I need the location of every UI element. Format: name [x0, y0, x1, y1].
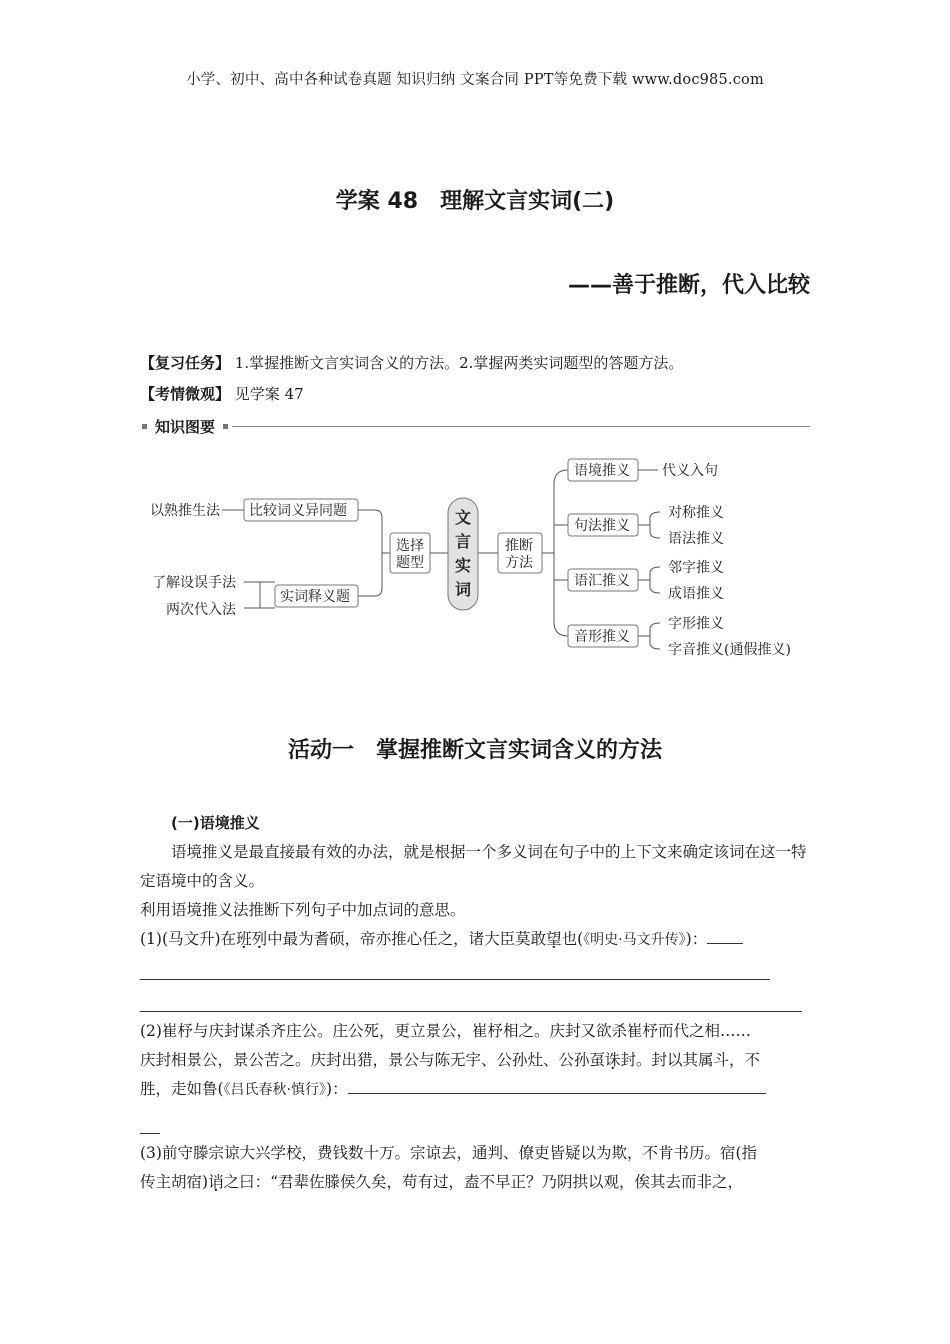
exam-overview-tag: 【考情微观】 — [140, 385, 231, 403]
center-char: 词 — [454, 580, 472, 599]
exam-overview-text: 见学案 47 — [234, 385, 304, 403]
box-label: 音形推义 — [574, 629, 630, 645]
center-char: 文 — [454, 508, 472, 527]
section-rule — [232, 426, 810, 427]
q1-text: 也( — [561, 930, 584, 948]
box-label: 实词释义题 — [280, 589, 350, 605]
q2-source: 《吕氏春秋·慎行》 — [223, 1082, 327, 1098]
leaf-text: 字形推义 — [668, 616, 724, 632]
leaf-text: 以熟推生法 — [150, 503, 220, 519]
section-heading — [140, 809, 810, 838]
leaf-text: 字音推义(通假推义) — [668, 642, 791, 658]
box-label: 推断 — [505, 538, 533, 554]
q1-text: )： — [685, 930, 708, 948]
dotted-word: 诛 — [605, 1051, 621, 1069]
review-task — [140, 352, 683, 373]
question-2 — [140, 1017, 810, 1105]
box-label: 方法 — [505, 555, 533, 571]
leaf-text: 两次代入法 — [166, 602, 236, 618]
q2-text: )： — [326, 1080, 348, 1098]
page-title: 学案 48 理解文言实词(二) — [335, 189, 615, 214]
intro-paragraph: 语境推义是最直接最有效的办法，就是根据一个多义词在句子中的上下文来确定该词在这一特定语境中的含义。 — [140, 843, 807, 890]
leaf-text: 成语推义 — [668, 586, 724, 602]
q2-text: 胜，走如鲁( — [140, 1080, 224, 1098]
square-bullet-icon — [142, 424, 147, 429]
leaf-text: 了解设误手法 — [152, 575, 236, 591]
question-3 — [140, 1139, 810, 1197]
dotted-word: 班 — [236, 930, 252, 948]
square-bullet-icon — [223, 424, 228, 429]
knowledge-map-diagram — [130, 440, 820, 670]
dotted-word: 诮 — [208, 1173, 224, 1191]
q1-source: 《明史·马文升传》 — [583, 932, 686, 948]
leaf-text: 邻字推义 — [668, 560, 724, 576]
activity-title: 活动一 掌握推断文言实词含义的方法 — [287, 738, 662, 763]
knowledge-map-heading-label: 知识图要 — [155, 418, 216, 436]
dotted-word: 列 — [251, 930, 268, 948]
q2-text: 封。封以其属斗，不 — [620, 1051, 761, 1069]
center-char: 实 — [454, 556, 472, 575]
review-task-tag: 【复习任务】 — [140, 354, 231, 372]
answer-blank[interactable] — [140, 1011, 802, 1012]
answer-blank[interactable] — [140, 979, 770, 980]
review-task-text: 1.掌握推断文言实词含义的方法。2.掌握两类实词题型的答题方法。 — [234, 354, 684, 372]
answer-blank[interactable] — [348, 1092, 766, 1094]
q2-text: 庆封相景公，景公苦之。庆封出猎，景公与陈无宇、公孙灶、公孙虿 — [140, 1051, 606, 1069]
box-label: 题型 — [396, 555, 424, 571]
knowledge-map-heading — [140, 416, 236, 437]
answer-blank[interactable] — [140, 1133, 160, 1134]
box-label: 语境推义 — [574, 463, 630, 479]
center-char: 言 — [454, 532, 472, 551]
instruction-text: 利用语境推义法推断下列句子中加点词的意思。 — [140, 901, 466, 919]
box-label: 语汇推义 — [574, 573, 630, 589]
leaf-text: 对称推义 — [668, 505, 724, 521]
exam-overview — [140, 383, 304, 404]
q3-text: (3)前守滕宗谅大兴学校，费钱数十万。宗谅去，通判、僚吏皆疑以为欺，不肯书历。宿(指 — [140, 1144, 758, 1162]
page-header: 小学、初中、高中各种试卷真题 知识归纳 文案合同 PPT等免费下载 www.doc985.com — [186, 72, 764, 88]
leaf-text: 代义入句 — [662, 463, 718, 479]
q1-text: 中最为耆硕，帝亦推心任之，诸大臣莫敢 — [267, 930, 547, 948]
leaf-text: 语法推义 — [668, 531, 724, 547]
q3-text: 传主胡宿) — [140, 1173, 209, 1191]
page-subtitle: ——善于推断，代入比较 — [567, 273, 810, 298]
answer-blank[interactable] — [707, 942, 743, 944]
section-heading-label: (一)语境推义 — [171, 814, 260, 832]
q1-text: (1)(马文升)在 — [140, 930, 237, 948]
box-label: 比较词义异同题 — [249, 503, 347, 519]
q2-text: (2)崔杼与庆封谋杀齐庄公。庄公死，更立景公，崔杼相之。庆封又欲杀崔杼而代之相…… — [140, 1022, 751, 1040]
question-1 — [140, 925, 820, 955]
box-label: 选择 — [396, 538, 424, 554]
q3-text: 之曰：“君辈佐滕侯久矣，苟有过，盍不早正？乃阴拱以观，俟其去而非之， — [223, 1173, 744, 1191]
box-label: 句法推义 — [574, 518, 630, 534]
dotted-word: 望 — [546, 930, 562, 948]
